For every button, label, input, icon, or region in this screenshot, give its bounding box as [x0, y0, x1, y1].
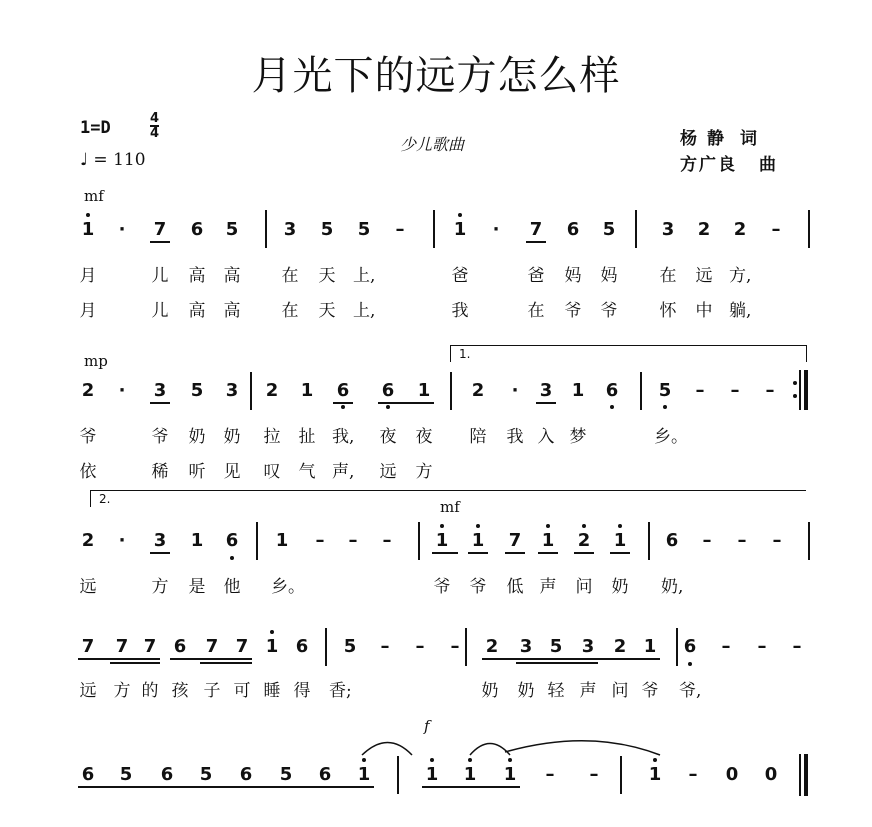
lyric: 在 — [281, 266, 299, 286]
note: 1 — [453, 219, 467, 240]
lyric: 月 — [79, 266, 97, 286]
note: – — [450, 636, 460, 657]
note: · — [118, 219, 126, 240]
lyric: 爷 — [641, 681, 659, 701]
note: 5 — [549, 636, 563, 657]
note: 3 — [519, 636, 533, 657]
note: 6 — [683, 636, 697, 657]
lyric: 爷 — [433, 577, 451, 597]
lyric: 天 — [318, 301, 336, 321]
lyric: 子 — [203, 681, 221, 701]
note: – — [589, 764, 599, 785]
note: 1 — [648, 764, 662, 785]
note: – — [792, 636, 802, 657]
lyric: 乡。 — [271, 577, 305, 597]
note: · — [492, 219, 500, 240]
note: 5 — [320, 219, 334, 240]
note: 7 — [115, 636, 129, 657]
lyric: 是 — [188, 577, 206, 597]
lyric: 爷 — [151, 427, 169, 447]
lyric: 天 — [318, 266, 336, 286]
lyric: 轻 — [547, 681, 565, 701]
note: 6 — [160, 764, 174, 785]
lyric: 远 — [695, 266, 713, 286]
lyric: 入 — [537, 427, 555, 447]
note: 1 — [357, 764, 371, 785]
note: 1 — [541, 530, 555, 551]
note: 5 — [357, 219, 371, 240]
lyric: 上, — [353, 266, 376, 286]
note: – — [730, 380, 740, 401]
note: 2 — [265, 380, 279, 401]
dynamic-f: f — [424, 717, 430, 735]
note: · — [511, 380, 519, 401]
note: 1 — [571, 380, 585, 401]
lyricist-name: 杨静 — [680, 129, 734, 149]
lyric: 扯 — [298, 427, 316, 447]
lyric: 高 — [188, 266, 206, 286]
note: – — [315, 530, 325, 551]
dynamic-mf-1: mf — [84, 187, 104, 205]
note: – — [765, 380, 775, 401]
lyric: 妈 — [564, 266, 582, 286]
slur — [505, 741, 660, 755]
note: 3 — [153, 380, 167, 401]
note: – — [688, 764, 698, 785]
note: 1 — [463, 764, 477, 785]
lyric: 他 — [223, 577, 241, 597]
note: 1 — [503, 764, 517, 785]
lyric: 依 — [79, 462, 97, 482]
lyric: 夜 — [379, 427, 397, 447]
lyric: 拉 — [263, 427, 281, 447]
note: 6 — [173, 636, 187, 657]
note: 0 — [725, 764, 739, 785]
genre-label: 少儿歌曲 — [400, 135, 465, 154]
note: 2 — [613, 636, 627, 657]
note: 1 — [471, 530, 485, 551]
note: – — [415, 636, 425, 657]
note: – — [757, 636, 767, 657]
lyric: 远 — [79, 577, 97, 597]
lyric: 问 — [611, 681, 629, 701]
note: – — [702, 530, 712, 551]
note: – — [721, 636, 731, 657]
note: 2 — [81, 530, 95, 551]
note: – — [772, 530, 782, 551]
lyric: 低 — [506, 577, 524, 597]
note: 1 — [190, 530, 204, 551]
note: – — [695, 380, 705, 401]
note: 1 — [613, 530, 627, 551]
lyricist-role: 词 — [740, 129, 767, 149]
lyric: 问 — [575, 577, 593, 597]
note: 6 — [295, 636, 309, 657]
note: 5 — [190, 380, 204, 401]
note: 6 — [318, 764, 332, 785]
composer-role: 曲 — [759, 155, 778, 175]
note: 2 — [697, 219, 711, 240]
lyric: 高 — [188, 301, 206, 321]
lyric: 方 — [113, 681, 131, 701]
lyric: 稀 — [151, 462, 169, 482]
lyric: 爸 — [527, 266, 545, 286]
volta-second-label: 2. — [99, 492, 111, 506]
lyric: 见 — [223, 462, 241, 482]
lyric: 远 — [379, 462, 397, 482]
note: 6 — [605, 380, 619, 401]
note: 3 — [661, 219, 675, 240]
lyric: 陪 — [469, 427, 487, 447]
note: – — [771, 219, 781, 240]
lyric: 月 — [79, 301, 97, 321]
lyric: 中 — [695, 301, 713, 321]
lyric: 爷 — [564, 301, 582, 321]
lyric: 孩 — [171, 681, 189, 701]
note: 1 — [425, 764, 439, 785]
lyric: 上, — [353, 301, 376, 321]
note: 7 — [529, 219, 543, 240]
lyric: 儿 — [151, 266, 169, 286]
note: 5 — [602, 219, 616, 240]
note: 7 — [205, 636, 219, 657]
note: – — [382, 530, 392, 551]
note: 6 — [665, 530, 679, 551]
note: 5 — [199, 764, 213, 785]
note: – — [348, 530, 358, 551]
note: 3 — [225, 380, 239, 401]
lyric: 儿 — [151, 301, 169, 321]
lyric: 我, — [332, 427, 355, 447]
lyric: 奶 — [517, 681, 535, 701]
lyric: 高 — [223, 266, 241, 286]
note: – — [380, 636, 390, 657]
lyric: 方 — [151, 577, 169, 597]
lyric: 妈 — [600, 266, 618, 286]
lyric: 高 — [223, 301, 241, 321]
note: 2 — [733, 219, 747, 240]
note: – — [737, 530, 747, 551]
lyric: 奶 — [611, 577, 629, 597]
note: 6 — [336, 380, 350, 401]
lyric: 方 — [415, 462, 433, 482]
note: 3 — [581, 636, 595, 657]
lyric: 声 — [579, 681, 597, 701]
key-signature: 1=D — [80, 118, 111, 138]
lyric: 我 — [506, 427, 524, 447]
lyric: 叹 — [263, 462, 281, 482]
volta-first-label: 1. — [459, 347, 471, 361]
note: – — [395, 219, 405, 240]
note: 1 — [275, 530, 289, 551]
note: 3 — [539, 380, 553, 401]
note: 7 — [235, 636, 249, 657]
note: 6 — [190, 219, 204, 240]
lyric: 听 — [188, 462, 206, 482]
lyric: 爷 — [600, 301, 618, 321]
lyric: 奶 — [481, 681, 499, 701]
note: 1 — [417, 380, 431, 401]
note: 2 — [471, 380, 485, 401]
lyric: 香; — [329, 681, 352, 701]
note: 5 — [658, 380, 672, 401]
note: 1 — [265, 636, 279, 657]
note: 6 — [566, 219, 580, 240]
lyric: 可 — [233, 681, 251, 701]
lyric: 方, — [729, 266, 752, 286]
note: 7 — [143, 636, 157, 657]
note: 3 — [153, 530, 167, 551]
lyric: 爷, — [679, 681, 702, 701]
time-signature-top: 4 — [150, 111, 160, 126]
note: 1 — [643, 636, 657, 657]
note: 2 — [485, 636, 499, 657]
slur — [470, 744, 510, 756]
note: 6 — [239, 764, 253, 785]
note: 5 — [343, 636, 357, 657]
note: 5 — [119, 764, 133, 785]
note: 6 — [381, 380, 395, 401]
lyric: 爷 — [469, 577, 487, 597]
note: · — [118, 530, 126, 551]
lyric: 声, — [332, 462, 355, 482]
lyric: 气 — [298, 462, 316, 482]
lyric: 的 — [141, 681, 159, 701]
lyric: 远 — [79, 681, 97, 701]
note: 1 — [435, 530, 449, 551]
note: 5 — [225, 219, 239, 240]
lyric: 乡。 — [654, 427, 688, 447]
note: 6 — [81, 764, 95, 785]
lyric: 奶 — [188, 427, 206, 447]
dynamic-mf-2: mf — [440, 498, 460, 516]
lyric: 在 — [527, 301, 545, 321]
note: 0 — [764, 764, 778, 785]
lyric: 奶, — [661, 577, 684, 597]
lyric: 爷 — [79, 427, 97, 447]
note: 2 — [81, 380, 95, 401]
lyric: 梦 — [569, 427, 587, 447]
note: 6 — [225, 530, 239, 551]
note: 7 — [508, 530, 522, 551]
lyric: 睡 — [263, 681, 281, 701]
lyric: 怀 — [659, 301, 677, 321]
lyric: 我 — [451, 301, 469, 321]
song-title: 月光下的远方怎么样 — [251, 53, 621, 99]
note: 5 — [279, 764, 293, 785]
note: 7 — [81, 636, 95, 657]
tempo-marking: ♩ = 110 — [80, 150, 146, 170]
lyric: 奶 — [223, 427, 241, 447]
note: 2 — [577, 530, 591, 551]
note: · — [118, 380, 126, 401]
note: 7 — [153, 219, 167, 240]
composer-name: 方广良 — [680, 155, 737, 175]
note: 3 — [283, 219, 297, 240]
lyric: 在 — [281, 301, 299, 321]
dynamic-mp: mp — [84, 352, 108, 370]
note: – — [545, 764, 555, 785]
lyric: 爸 — [451, 266, 469, 286]
lyric: 夜 — [415, 427, 433, 447]
slur — [362, 743, 412, 756]
lyric: 在 — [659, 266, 677, 286]
time-signature-bottom: 4 — [150, 126, 160, 141]
note: 1 — [300, 380, 314, 401]
lyric: 躺, — [729, 301, 752, 321]
lyric: 得 — [293, 681, 311, 701]
lyric: 声 — [539, 577, 557, 597]
note: 1 — [81, 219, 95, 240]
